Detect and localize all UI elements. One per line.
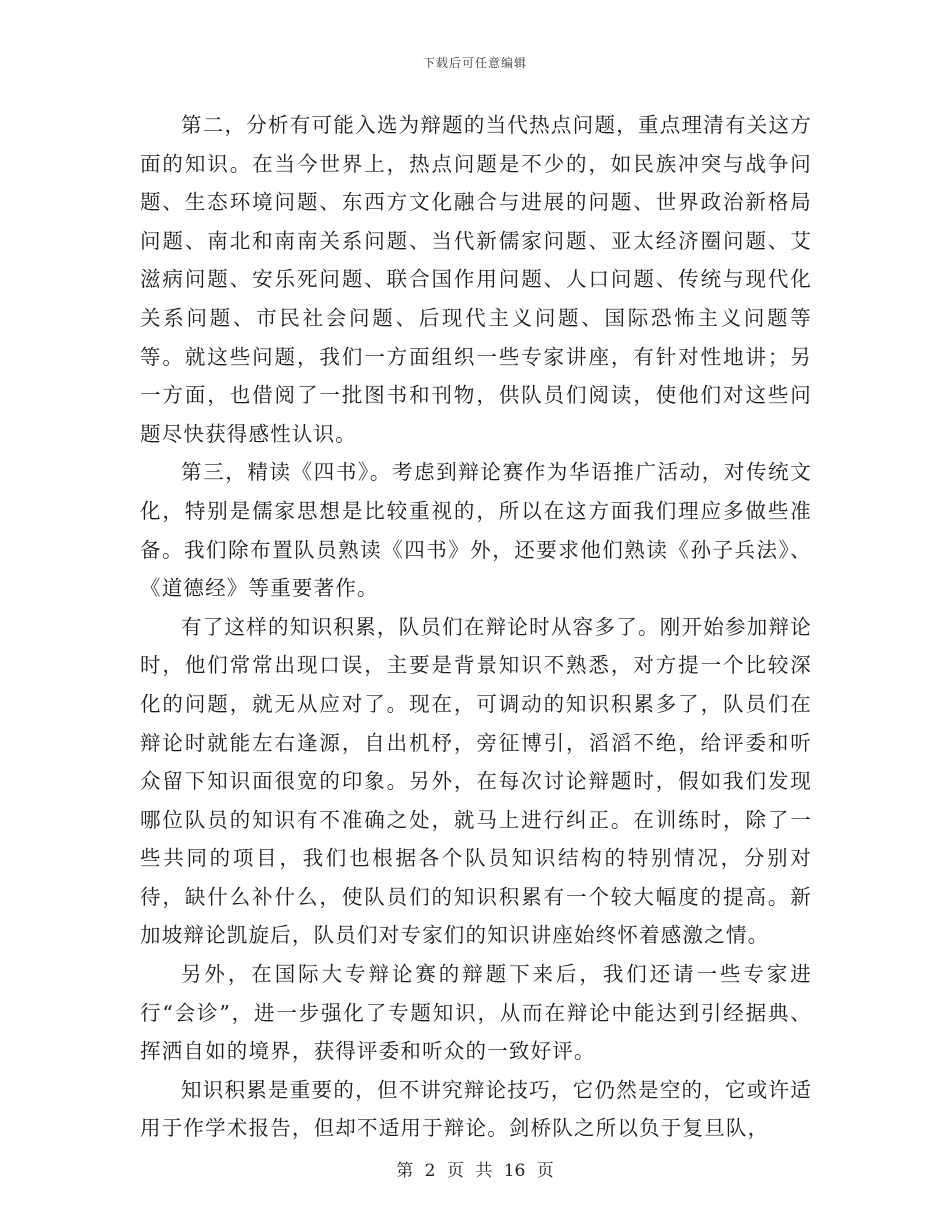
- page-number-footer: 第 2 页 共 16 页: [396, 1161, 554, 1181]
- paragraph-3: 有了这样的知识积累，队员们在辩论时从容多了。刚开始参加辩论时，他们常常出现口误，主要是背景知识不熟悉，对方提一个比较深化的问题，就无从应对了。现在，可调动的知识积累多了，队员们在辩论时就能左右逢源，自出机杼，旁征博引，滔滔不绝，给评委和听众留下知识面很宽的印象。另外，在每次讨论辩题时，假如我们发现哪位队员的知识有不准确之处，就马上进行纠正。在训练时，除了一些共同的项目，我们也根据各个队员知识结构的特别情况，分别对待，缺什么补什么，使队员们的知识积累有一个较大幅度的提高。新加坡辩论凯旋后，队员们对专家们的知识讲座始终怀着感激之情。: [140, 614, 812, 948]
- paragraph-5: 知识积累是重要的，但不讲究辩论技巧，它仍然是空的，它或许适用于作学术报告，但却不适用于辩论。剑桥队之所以负于复旦队，: [140, 1077, 812, 1141]
- paragraph-2: 第三，精读《四书》。考虑到辩论赛作为华语推广活动，对传统文化，特别是儒家思想是比较重视的，所以在这方面我们理应多做些准备。我们除布置队员熟读《四书》外，还要求他们熟读《孙子兵法》、《道德经》等重要著作。: [140, 460, 812, 601]
- paragraph-4: 另外，在国际大专辩论赛的辩题下来后，我们还请一些专家进行“会诊”，进一步强化了专题知识，从而在辩论中能达到引经据典、挥洒自如的境界，获得评委和听众的一致好评。: [140, 962, 812, 1064]
- paragraph-1: 第二，分析有可能入选为辩题的当代热点问题，重点理清有关这方面的知识。在当今世界上，热点问题是不少的，如民族冲突与战争问题、生态环境问题、东西方文化融合与进展的问题、世界政治新格局问题、南北和南南关系问题、当代新儒家问题、亚太经济圈问题、艾滋病问题、安乐死问题、联合国作用问题、人口问题、传统与现代化关系问题、市民社会问题、后现代主义问题、国际恐怖主义问题等等。就这些问题，我们一方面组织一些专家讲座，有针对性地讲；另一方面，也借阅了一批图书和刊物，供队员们阅读，使他们对这些问题尽快获得感性认识。: [140, 113, 812, 446]
- page-header: 下载后可任意编辑: [422, 56, 527, 70]
- document-body: [140, 106, 812, 1148]
